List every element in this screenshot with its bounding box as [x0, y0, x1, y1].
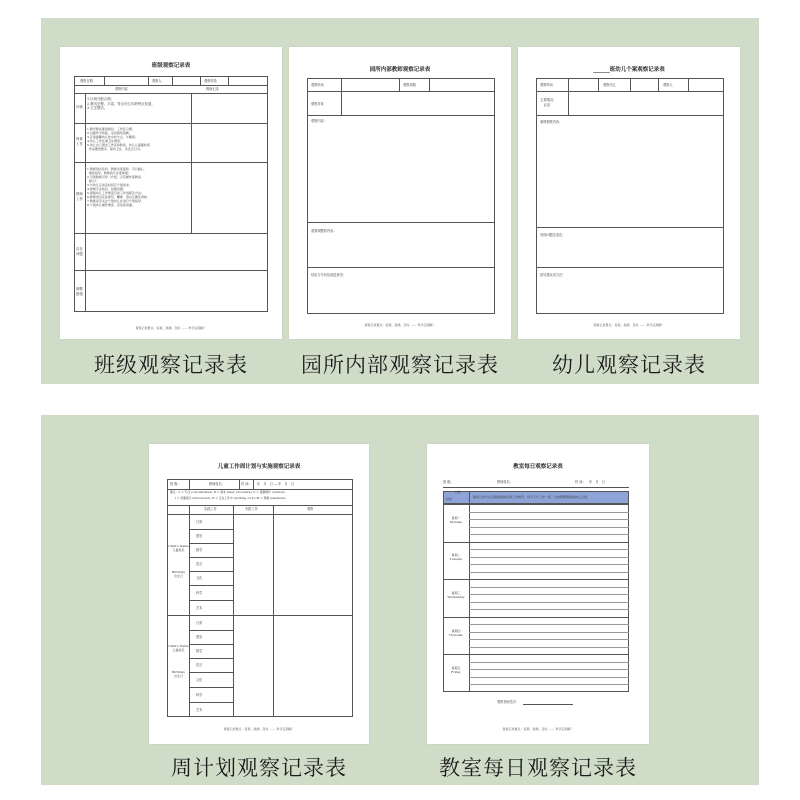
form-footer: 观察记录要点：客观、准确、及时 —— 科学定期解！	[502, 727, 574, 731]
area-2-5: 文化	[196, 678, 203, 682]
ruled-line	[469, 639, 629, 640]
section-develop: 发现问题及变化：	[540, 233, 566, 237]
row-label-teacher: 教师 工作	[76, 192, 83, 201]
form-title: 园所内部教师观察记录表	[369, 67, 431, 73]
form-title: ______班幼儿个案观察记录表	[593, 67, 665, 73]
area-1-4: 语言	[196, 562, 203, 566]
area-1-3: 数学	[196, 548, 203, 552]
child-observation-form	[518, 47, 740, 339]
area-1-6: 科学	[196, 591, 203, 595]
ruled-line	[469, 602, 629, 603]
area-2-7: 艺术	[196, 708, 203, 712]
header-teacher: 教师姓名：	[209, 482, 225, 486]
column-observe: 观察	[307, 507, 314, 511]
signature-label: 观察老师签字：	[497, 700, 520, 704]
header-time: 观察时间	[540, 83, 553, 87]
header-time: 观察时间	[311, 83, 324, 87]
ruled-line	[469, 594, 629, 595]
corner-top: 内容	[455, 490, 461, 494]
header-time: 观察时段	[204, 79, 217, 83]
caption-weekly-form: 周计划观察记录表	[171, 756, 347, 780]
section-content: 案例观察内容：	[540, 120, 563, 124]
ruled-line	[469, 572, 629, 573]
header-date: 观察日期	[80, 79, 93, 83]
section-analysis: 结论与分析及改进意见：	[311, 273, 347, 277]
caption-internal-form: 园所内部观察记录表	[301, 353, 499, 377]
area-2-3: 数学	[196, 649, 203, 653]
header-target: 观察对象	[311, 102, 324, 106]
ruled-line	[469, 564, 629, 565]
row-items-teacher: 1.教师语言亲切、教师态度温和、可以耐心、 细致指导、教师的专业度体现； 2.引领教师引导（介绍、示范操作等教具、 展示）； 3.与幼儿互动及时回应个别需求； 4.教师专业知识、班级氛围； 5.观察幼儿工作情况记录工作进程及方法； 6.教师语言及其规范、精神、语言正确及得体； 7.教师是否关注个别幼儿并进行个别指导； 8.个别幼儿操作情况、有家庭沟通。	[87, 167, 150, 208]
area-2-1: 日常	[196, 621, 203, 625]
form-title: 班级观察记录表	[151, 63, 191, 69]
caption-daily-form: 教室每日观察记录表	[439, 756, 637, 780]
form-title: 教室每日观察记录表	[513, 464, 563, 470]
header-class: 班 级：	[170, 482, 181, 486]
day-separator	[443, 654, 629, 655]
ruled-line	[469, 684, 629, 685]
row-label-environment: 环境	[76, 105, 83, 109]
child-name-1: Child's Name 儿童姓名	[168, 544, 189, 553]
header-time: 时 间：	[575, 480, 586, 484]
ruled-line	[469, 512, 629, 513]
ruled-line	[469, 549, 629, 550]
weekly-plan-form	[149, 444, 369, 744]
ruled-line	[469, 662, 629, 663]
column-arrange: 安排工作	[245, 507, 258, 511]
day-separator	[443, 542, 629, 543]
section-focus: 需要调整的内容：	[311, 229, 337, 233]
form-footer: 观察记录要点：客观、准确、及时 —— 科学定期解！	[364, 323, 436, 327]
day-friday: 星期五 Friday	[451, 666, 461, 675]
row-label-adjust: 调整 措施	[76, 287, 83, 296]
caption-class-form: 班级观察记录表	[94, 353, 248, 377]
area-1-7: 艺术	[196, 606, 203, 610]
legend-line-1: 要点：C = 专注 (concentrated); B = 基本 (basic procedure); C = 谨慎操作 (caution);	[170, 490, 286, 494]
area-2-2: 感官	[196, 635, 203, 639]
day-wednesday: 星期三 Wednesday	[447, 591, 465, 600]
row-label-care: 保育 工作	[76, 137, 83, 146]
area-2-6: 科学	[196, 693, 203, 697]
header-time: 时 间：	[241, 482, 252, 486]
row-items-environment: 1.区域分配合理； 2.教具完整、丰富、符合幼儿年龄特点发展； 3.卫生整洁。	[87, 97, 155, 111]
class-observation-form	[60, 47, 282, 339]
header-date: 年 月 日	[589, 480, 605, 484]
day-separator	[443, 617, 629, 618]
day-table	[443, 504, 629, 692]
row-items-care: 1.教学教具准备到位、工作区合理； 2.过渡环节衔接、活动组织流畅； 3.正常提醒幼儿饮水吃午点、午睡等； 4.幼儿工作区域卫生情况； 5.幼儿自己清洁工作区和教具、幼儿儿童随时将 作品摆放整齐、保持卫生、有安全行为。	[87, 127, 150, 152]
header-person: 观察人	[663, 83, 673, 87]
kindergarten-internal-form	[289, 47, 511, 339]
header-date: 年 月 日 — 年 月 日	[257, 482, 295, 486]
section-suggest: 指导建议或方法：	[540, 273, 566, 277]
form-table	[536, 78, 724, 314]
ruled-line	[469, 647, 629, 648]
row-label-problems: 存在 问题	[76, 247, 83, 256]
instruction-text: 随时记录与注意观察到的各项工作细节，每天下午工作一起，总结整理观察的核心记录。	[473, 495, 591, 499]
caption-child-form: 幼儿观察记录表	[552, 353, 706, 377]
ruled-line	[469, 534, 629, 535]
header-teacher: 教师姓名：	[497, 480, 513, 484]
header-person: 观察人	[152, 79, 162, 83]
area-1-1: 日常	[196, 520, 203, 524]
section-content: 观察内容：	[311, 119, 327, 123]
corner-bottom: 时间	[446, 497, 452, 501]
ruled-line	[469, 677, 629, 678]
form-table	[307, 78, 495, 314]
header-period: 观察周期	[403, 83, 416, 87]
classroom-daily-form	[427, 444, 649, 744]
ruled-line	[469, 519, 629, 520]
day-separator	[443, 579, 629, 580]
form-footer: 观察记录要点：客观、准确、及时 —— 科学定期解！	[593, 323, 665, 327]
birthday-1: Birthday 出生日	[171, 570, 186, 579]
header-child: 观察幼儿	[603, 83, 616, 87]
child-name-2: Child's Name 儿童姓名	[168, 644, 189, 653]
birthday-2: Birthday 出生日	[171, 670, 186, 679]
form-footer: 观察记录要点：客观、准确、及时 —— 科学定期解！	[223, 727, 295, 731]
ruled-line	[469, 587, 629, 588]
header-content: 观察内容	[115, 87, 128, 91]
form-footer: 观察记录要点：客观、准确、及时 —— 科学定期解！	[135, 326, 207, 330]
header-class: 班 级：	[443, 480, 454, 484]
day-tuesday: 星期二 Tuesday	[449, 553, 463, 562]
day-thursday: 星期四 Thursday	[448, 629, 464, 638]
area-2-4: 语言	[196, 663, 203, 667]
header-record: 教师记录	[206, 87, 219, 91]
column-practice: 实践工作	[204, 507, 217, 511]
area-1-5: 文化	[196, 576, 203, 580]
form-title: 儿童工作周计划与实施观察记录表	[217, 464, 301, 470]
ruled-line	[469, 609, 629, 610]
ruled-line	[469, 669, 629, 670]
ruled-line	[469, 557, 629, 558]
day-monday: 星期一 Monday	[449, 516, 463, 525]
legend-line-2: I = 需要展示 (introduced); W = 正在工作中 (working on it); M = 掌握 (mastered).	[175, 496, 287, 500]
ruled-line	[469, 624, 629, 625]
signature-line	[523, 704, 573, 705]
header-background: 主要情况 记录	[540, 98, 554, 107]
ruled-line	[469, 527, 629, 528]
area-1-2: 感官	[196, 534, 203, 538]
ruled-line	[469, 632, 629, 633]
